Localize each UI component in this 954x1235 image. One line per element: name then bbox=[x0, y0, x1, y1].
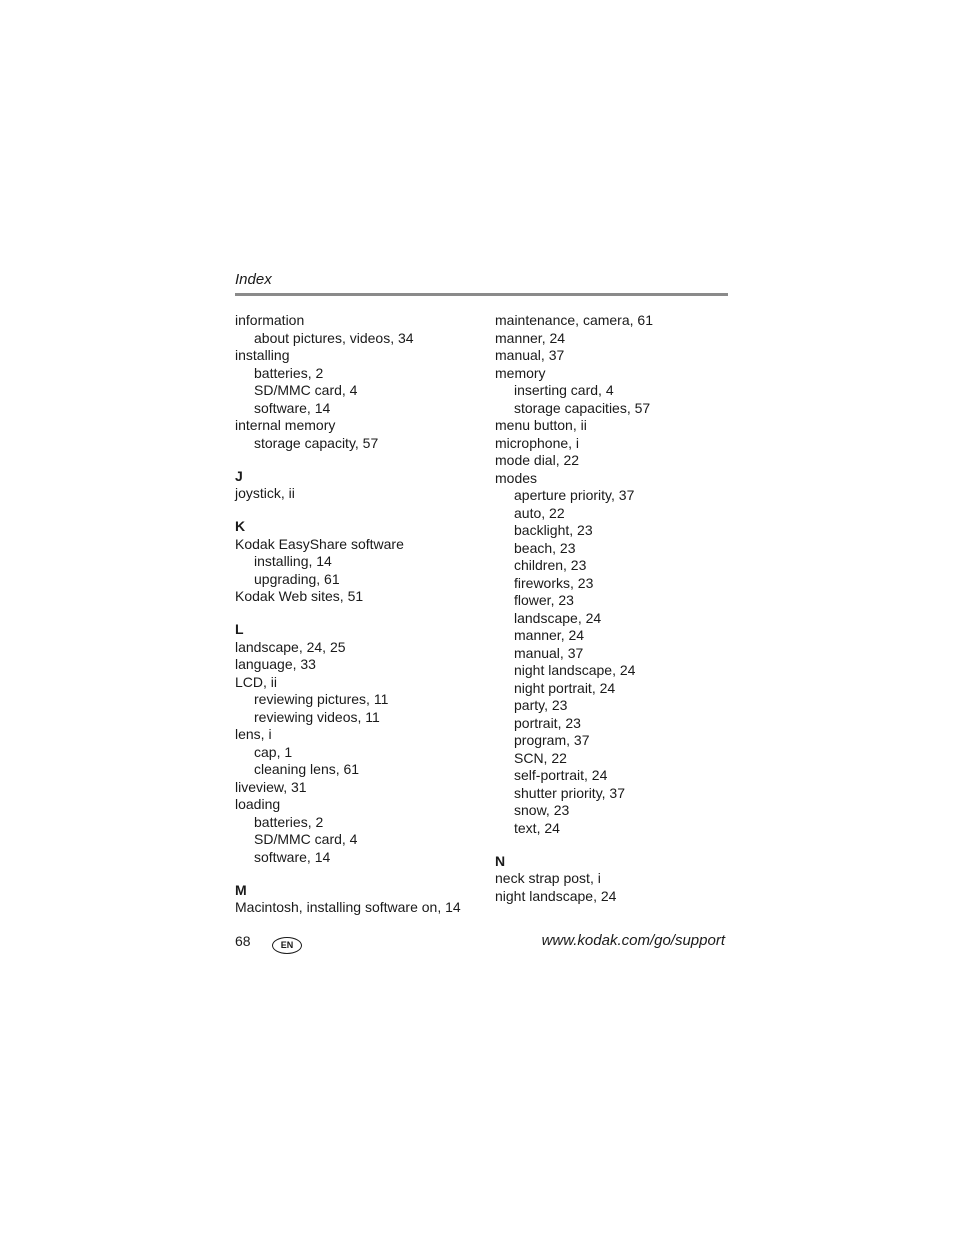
index-subentry: party, 23 bbox=[514, 697, 568, 713]
index-entry: liveview, 31 bbox=[235, 778, 307, 795]
index-subentry: batteries, 2 bbox=[254, 813, 324, 830]
index-entry: Kodak EasyShare software bbox=[235, 535, 404, 552]
index-subentry: landscape, 24 bbox=[514, 609, 602, 626]
index-subentry: night landscape, 24 bbox=[514, 662, 636, 678]
index-subentry: snow, 23 bbox=[514, 802, 570, 818]
index-section-letter: L bbox=[235, 621, 244, 637]
index-entry: mode dial, 22 bbox=[495, 452, 580, 468]
header-divider bbox=[235, 293, 728, 296]
index-entry: internal memory bbox=[235, 417, 336, 433]
index-entry: lens, i bbox=[235, 726, 272, 742]
index-subentry: children, 23 bbox=[514, 557, 587, 573]
index-subentry: installing, 14 bbox=[254, 553, 332, 569]
index-subentry: self-portrait, 24 bbox=[514, 767, 608, 783]
support-url[interactable]: www.kodak.com/go/support bbox=[541, 932, 725, 949]
index-entry: menu button, ii bbox=[495, 417, 587, 433]
index-subentry: night portrait, 24 bbox=[514, 679, 616, 696]
index-entry: manner, 24 bbox=[495, 329, 566, 346]
index-subentry: software, 14 bbox=[254, 399, 331, 416]
index-spacer bbox=[495, 837, 735, 853]
index-entry: modes bbox=[495, 469, 538, 486]
index-entry: installing bbox=[235, 347, 290, 363]
index-entry: information bbox=[235, 312, 305, 328]
page-header-title: Index bbox=[235, 271, 272, 288]
index-section-letter: N bbox=[495, 852, 506, 869]
index-spacer bbox=[235, 606, 475, 622]
index-subentry: shutter priority, 37 bbox=[514, 784, 626, 801]
index-entry: landscape, 24, 25 bbox=[235, 638, 346, 655]
index-column-right bbox=[495, 312, 735, 905]
index-entry: LCD, ii bbox=[235, 673, 278, 690]
index-subentry: text, 24 bbox=[514, 819, 560, 836]
index-subentry: storage capacities, 57 bbox=[514, 399, 651, 416]
index-entry: Macintosh, installing software on, 14 bbox=[235, 899, 461, 915]
index-section-letter: K bbox=[235, 518, 246, 534]
language-badge: EN bbox=[272, 937, 302, 954]
index-entry: memory bbox=[495, 364, 546, 381]
page-number: 68 bbox=[235, 933, 251, 949]
index-section-letter: M bbox=[235, 881, 247, 898]
index-subentry: storage capacity, 57 bbox=[254, 434, 379, 451]
index-section-letter: J bbox=[235, 467, 243, 484]
index-entry: joystick, ii bbox=[235, 485, 295, 501]
index-subentry: reviewing videos, 11 bbox=[254, 708, 380, 725]
index-subentry: about pictures, videos, 34 bbox=[254, 329, 414, 346]
index-subentry: manner, 24 bbox=[514, 627, 585, 643]
index-entry: night landscape, 24 bbox=[495, 887, 617, 904]
index-subentry: fireworks, 23 bbox=[514, 574, 594, 591]
index-entry: microphone, i bbox=[495, 434, 580, 451]
index-subentry: aperture priority, 37 bbox=[514, 487, 635, 503]
index-subentry: flower, 23 bbox=[514, 592, 574, 608]
index-subentry: program, 37 bbox=[514, 732, 590, 748]
index-entry: Kodak Web sites, 51 bbox=[235, 588, 364, 604]
index-subentry: SD/MMC card, 4 bbox=[254, 831, 358, 847]
index-entry: loading bbox=[235, 796, 281, 812]
index-subentry: auto, 22 bbox=[514, 504, 565, 521]
index-entry: manual, 37 bbox=[495, 347, 565, 363]
index-entry: maintenance, camera, 61 bbox=[495, 312, 653, 328]
index-entry: neck strap post, i bbox=[495, 870, 601, 886]
index-column-left bbox=[235, 312, 475, 917]
index-subentry: batteries, 2 bbox=[254, 364, 324, 381]
index-subentry: cap, 1 bbox=[254, 743, 293, 760]
index-spacer bbox=[235, 866, 475, 882]
index-subentry: inserting card, 4 bbox=[514, 382, 614, 398]
index-entry: language, 33 bbox=[235, 656, 316, 672]
index-subentry: manual, 37 bbox=[514, 644, 584, 661]
index-subentry: SD/MMC card, 4 bbox=[254, 382, 358, 398]
index-subentry: reviewing pictures, 11 bbox=[254, 691, 389, 707]
index-subentry: SCN, 22 bbox=[514, 749, 567, 766]
index-spacer bbox=[235, 452, 475, 468]
index-subentry: portrait, 23 bbox=[514, 714, 581, 731]
index-subentry: software, 14 bbox=[254, 848, 331, 865]
index-subentry: beach, 23 bbox=[514, 539, 576, 556]
index-spacer bbox=[235, 503, 475, 519]
index-subentry: backlight, 23 bbox=[514, 522, 593, 538]
index-subentry: cleaning lens, 61 bbox=[254, 761, 360, 777]
index-subentry: upgrading, 61 bbox=[254, 570, 340, 587]
